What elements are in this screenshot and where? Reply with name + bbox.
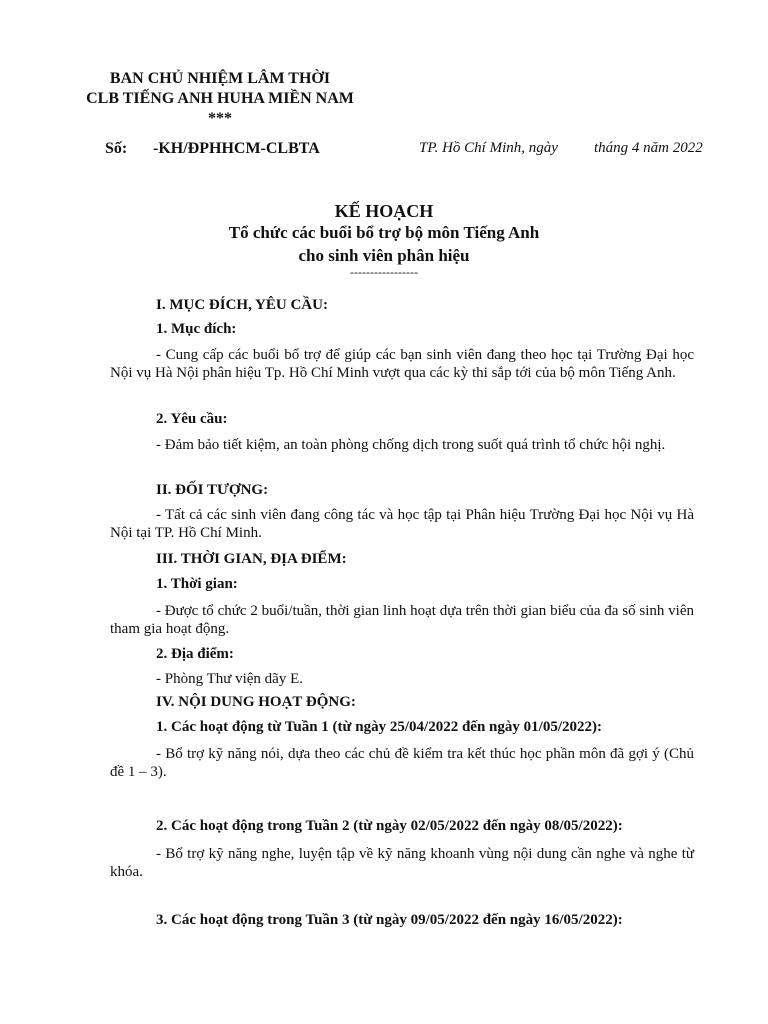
section-3-2-heading: 2. Địa điểm: [156, 646, 234, 662]
section-1-2-heading: 2. Yêu cầu: [156, 411, 228, 427]
document-number-code: -KH/ĐPHHCM-CLBTA [153, 140, 320, 157]
section-2-heading: II. ĐỐI TƯỢNG: [156, 482, 269, 498]
section-1-2-text: - Đảm bảo tiết kiệm, an toàn phòng chống dịch trong suốt quá trình tổ chức hội nghị. [156, 437, 666, 453]
section-4-2-heading: 2. Các hoạt động trong Tuần 2 (từ ngày 02/05/2022 đến ngày 08/05/2022): [156, 818, 623, 834]
section-2-text: - Tất cả các sinh viên đang công tác và học tập tại Phân hiệu Trường Đại học Nội vụ Hà Nội tại TP. Hồ Chí Minh. [110, 507, 694, 541]
section-3-1-heading: 1. Thời gian: [156, 576, 238, 592]
section-3-2-text: - Phòng Thư viện dãy E. [156, 671, 304, 687]
org-name-line1: BAN CHỦ NHIỆM LÂM THỜI [109, 70, 331, 87]
section-1-1-heading: 1. Mục đích: [156, 321, 237, 337]
section-4-heading: IV. NỘI DUNG HOẠT ĐỘNG: [156, 694, 356, 710]
document-subtitle-line1: Tổ chức các buổi bổ trợ bộ môn Tiếng Anh [228, 223, 540, 242]
section-4-1-text: - Bổ trợ kỹ năng nói, dựa theo các chủ đề kiểm tra kết thúc học phần môn đã gợi ý (Chủ đề 1 – 3). [110, 746, 694, 780]
place-date-suffix: tháng 4 năm 2022 [594, 140, 703, 156]
section-4-1-heading: 1. Các hoạt động từ Tuần 1 (từ ngày 25/04/2022 đến ngày 01/05/2022): [156, 719, 602, 735]
document-subtitle-line2: cho sinh viên phân hiệu [298, 246, 470, 265]
org-name-line2: CLB TIẾNG ANH HUHA MIỀN NAM [86, 90, 354, 107]
place-date-prefix: TP. Hồ Chí Minh, ngày [419, 140, 558, 156]
document-number-label: Số: [105, 140, 128, 157]
title-divider: ----------------- [350, 265, 418, 279]
section-4-3-heading: 3. Các hoạt động trong Tuần 3 (từ ngày 09/05/2022 đến ngày 16/05/2022): [156, 912, 623, 928]
org-stars: *** [208, 110, 232, 127]
section-1-1-text: - Cung cấp các buổi bổ trợ để giúp các bạn sinh viên đang theo học tại Trường Đại học Nội vụ Hà Nội phân hiệu Tp. Hồ Chí Minh vượt qua các kỳ thi sắp tới của bộ môn Tiếng Anh. [110, 347, 694, 381]
section-1-heading: I. MỤC ĐÍCH, YÊU CẦU: [156, 297, 328, 313]
section-4-2-text: - Bổ trợ kỹ năng nghe, luyện tập về kỹ năng khoanh vùng nội dung cần nghe và nghe từ khóa. [110, 846, 694, 880]
section-3-1-text: - Được tổ chức 2 buổi/tuần, thời gian linh hoạt dựa trên thời gian biểu của đa số sinh viên tham gia hoạt động. [110, 603, 694, 637]
document-title: KẾ HOẠCH [334, 201, 434, 221]
section-3-heading: III. THỜI GIAN, ĐỊA ĐIỂM: [156, 551, 347, 567]
